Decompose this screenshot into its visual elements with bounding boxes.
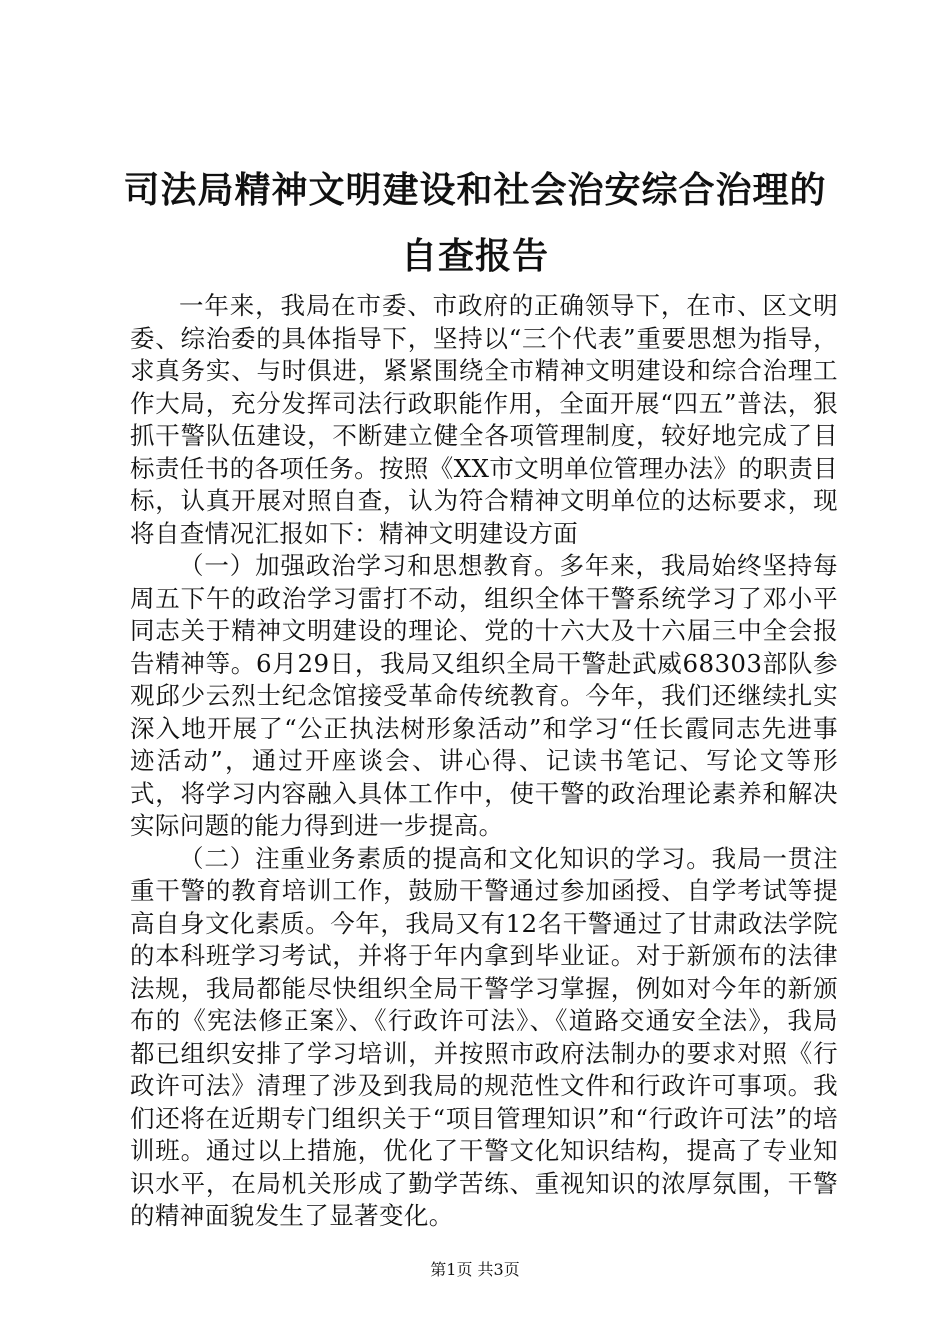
document-body <box>130 290 838 1233</box>
paragraph-professional-study: （二）注重业务素质的提高和文化知识的学习。我局一贯注重干警的教育培训工作，鼓励干警通过参加函授、自学考试等提高自身文化素质。今年，我局又有12名干警通过了甘肃政法学院的本科班学习考试，并将于年内拿到毕业证。对于新颁布的法律法规，我局都能尽快组织全局干警学习掌握，例如对今年的新颁布的《宪法修正案》、《行政许可法》、《道路交通安全法》，我局都已组织安排了学习培训，并按照市政府法制办的要求对照《行政许可法》清理了涉及到我局的规范性文件和行政许可事项。我们还将在近期专门组织关于“项目管理知识”和“行政许可法”的培训班。通过以上措施，优化了干警文化知识结构，提高了专业知识水平，在局机关形成了勤学苦练、重视知识的浓厚氛围，干警的精神面貌发生了显著变化。 <box>130 843 838 1230</box>
page-footer: 第1页 共3页 <box>430 1260 520 1279</box>
paragraph-political-study: （一）加强政治学习和思想教育。多年来，我局始终坚持每周五下午的政治学习雷打不动，组织全体干警系统学习了邓小平同志关于精神文明建设的理论、党的十六大及十六届三中全会报告精神等。6月29日，我局又组织全局干警赴武威68303部队参观邱少云烈士纪念馆接受革命传统教育。今年，我们还继续扎实深入地开展了“公正执法树形象活动”和学习“任长霞同志先进事迹活动”，通过开座谈会、讲心得、记读书笔记、写论文等形式，将学习内容融入具体工作中，使干警的政治理论素养和解决实际问题的能力得到进一步提高。 <box>130 551 838 840</box>
document-title: 司法局精神文明建设和社会治安综合治理的自查报告 <box>123 170 827 277</box>
paragraph-intro: 一年来，我局在市委、市政府的正确领导下，在市、区文明委、综治委的具体指导下，坚持以“三个代表”重要思想为指导，求真务实、与时俱进，紧紧围绕全市精神文明建设和综合治理工作大局，充分发挥司法行政职能作用，全面开展“四五”普法，狠抓干警队伍建设，不断建立健全各项管理制度，较好地完成了目标责任书的各项任务。按照《XX市文明单位管理办法》的职责目标，认真开展对照自查，认为符合精神文明单位的达标要求，现将自查情况汇报如下：精神文明建设方面 <box>130 291 838 548</box>
